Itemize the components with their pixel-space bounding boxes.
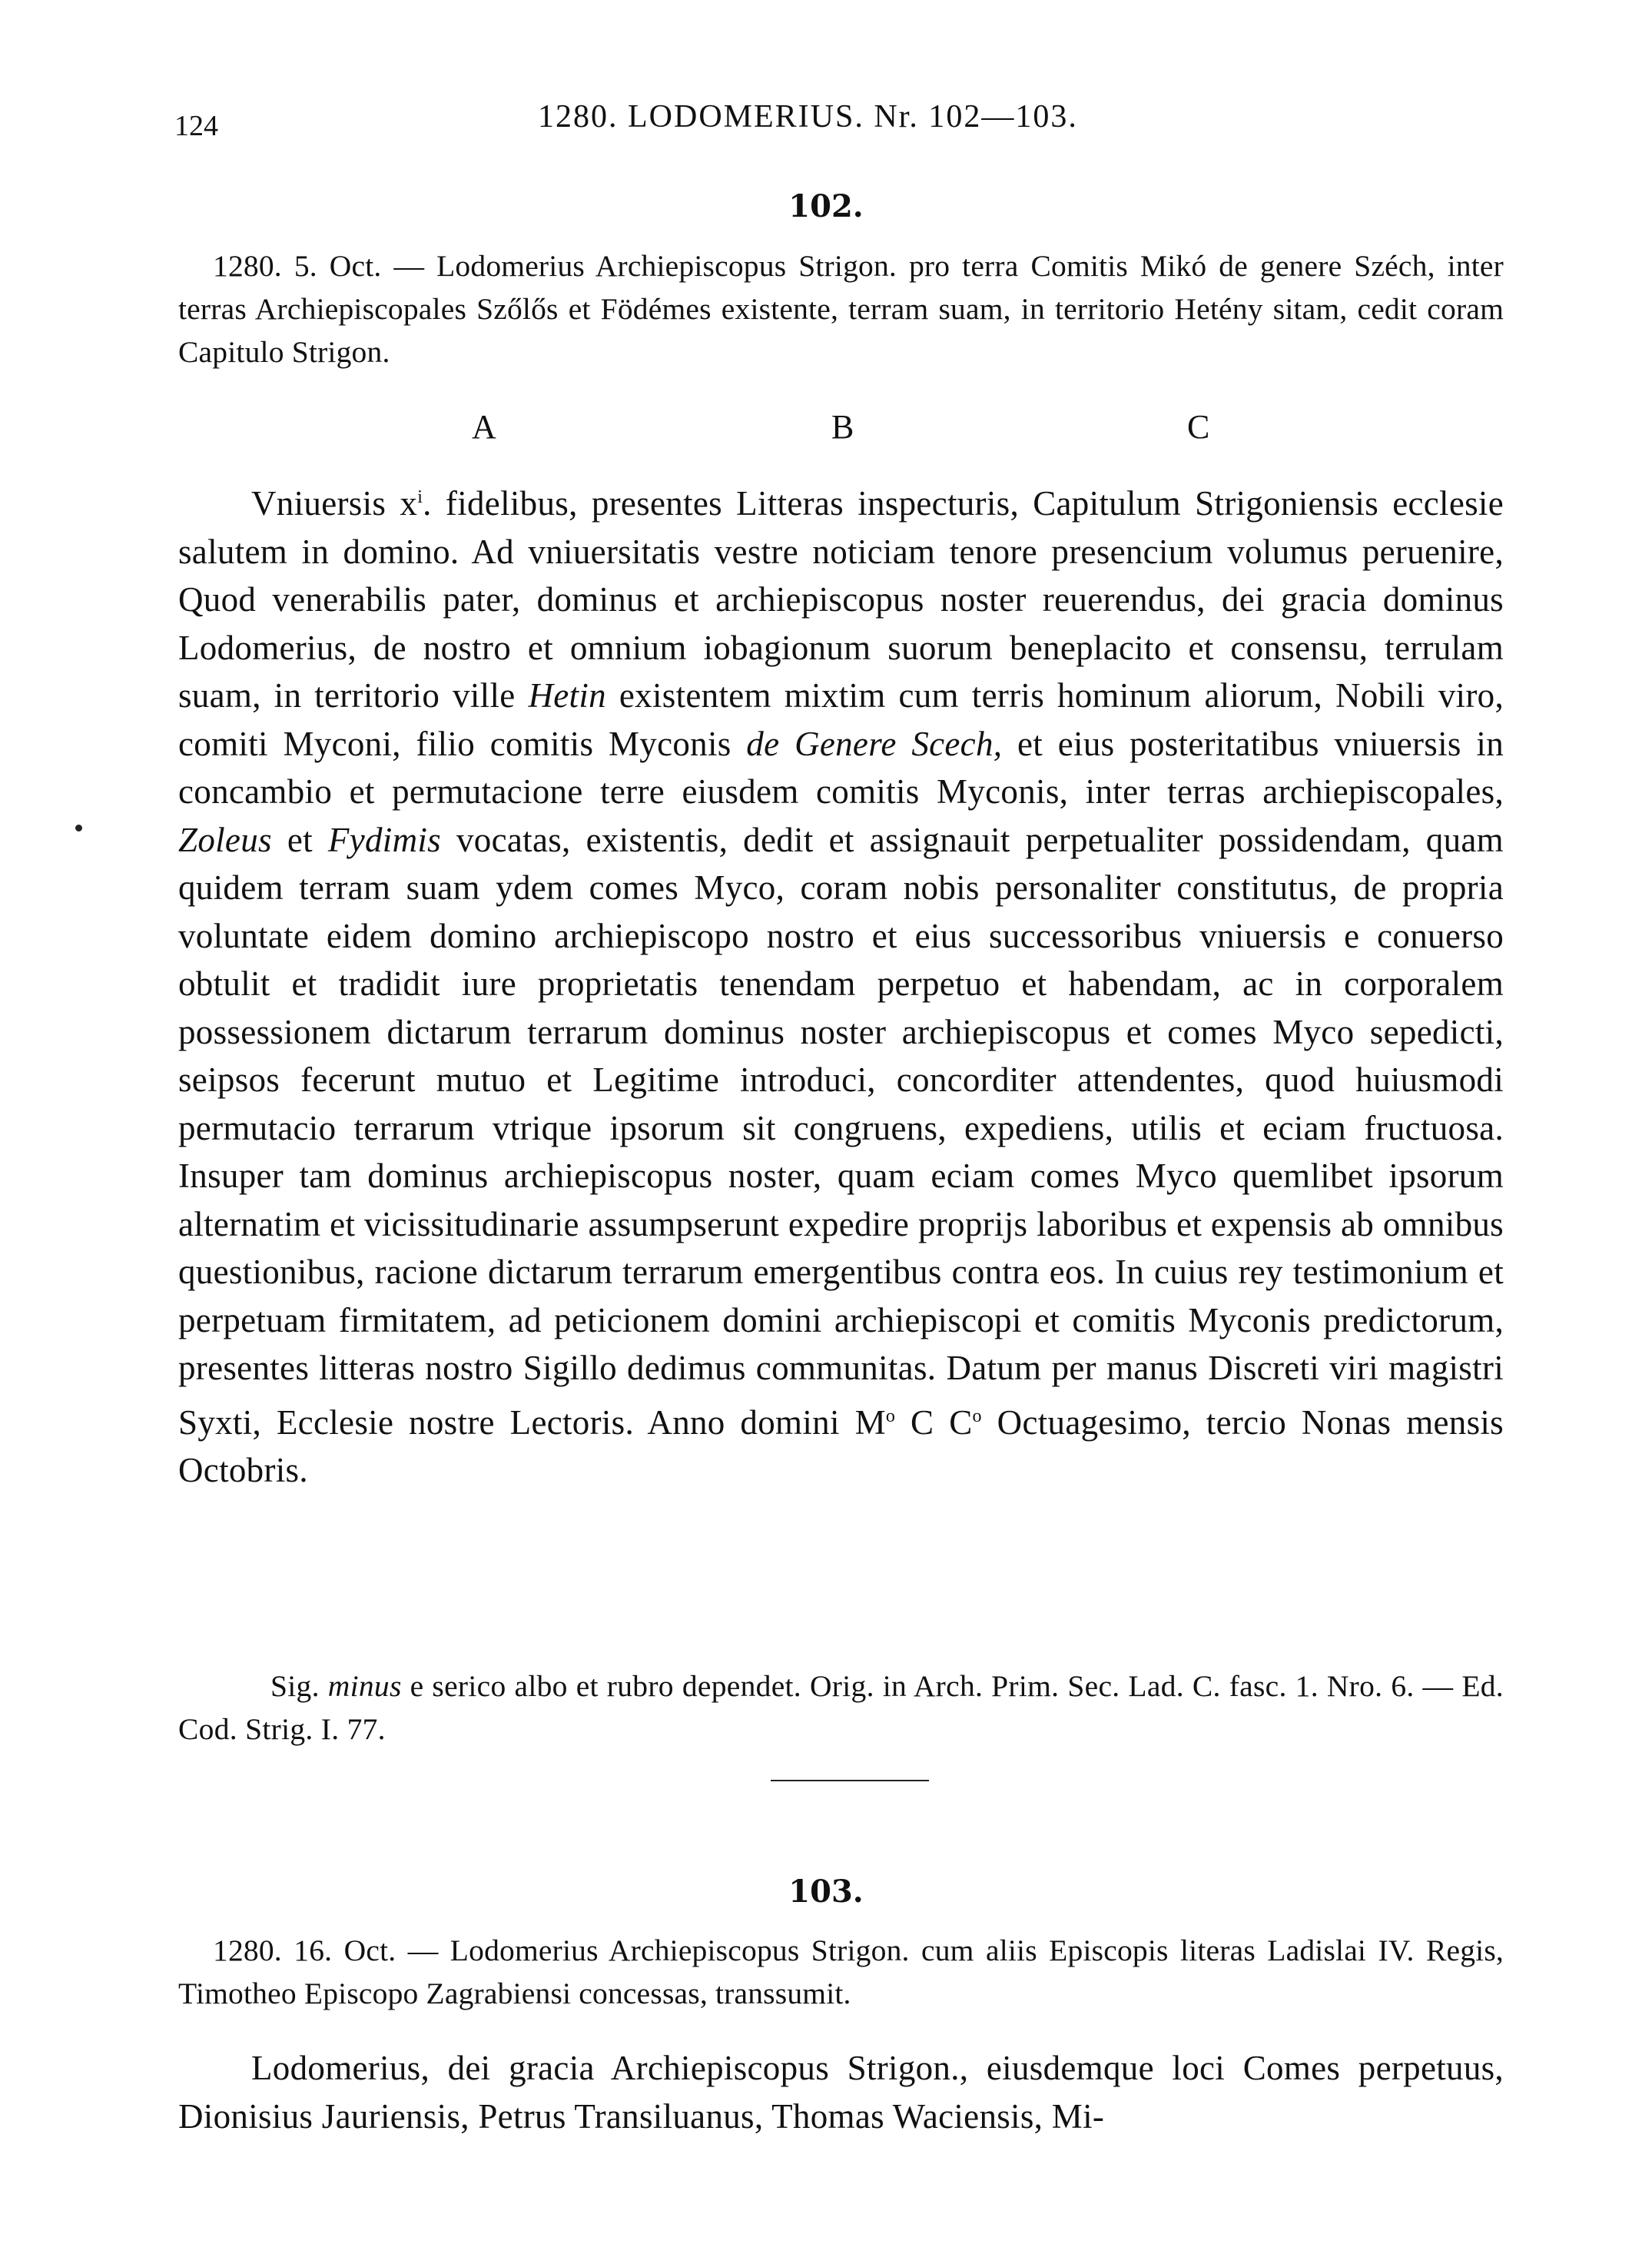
regest-103 bbox=[178, 1929, 1504, 2015]
charter-number-103: 103. bbox=[788, 1874, 864, 1910]
copy-a: A bbox=[472, 408, 496, 446]
charter-text-103-paragraph: Lodomerius, dei gracia Archiepiscopus Strigon., eiusdemque loci Comes perpetuus, Dionisius Jauriensis, Petrus Transiluanus, Thomas Waciensis, Mi- bbox=[178, 2049, 1504, 2136]
charter-text-102 bbox=[178, 473, 1504, 1495]
note-102-text bbox=[178, 1665, 1504, 1751]
text-segment: C C bbox=[895, 1402, 973, 1442]
regest-103-text: 1280. 16. Oct. — Lodomerius Archiepiscopus Strigon. cum aliis Episcopis literas Ladislai IV. Regis, Timotheo Episcopo Zagrabiensi concessas, transsumit. bbox=[178, 1933, 1504, 2010]
running-head: 1280. LODOMERIUS. Nr. 102—103. bbox=[538, 99, 1078, 134]
text-segment: existentem mixtim cum terris hominum aliorum, Nobili viro, comiti Myconi, filio comitis Myconis bbox=[178, 676, 1504, 763]
text-segment: . fidelibus, presentes Litteras inspecturis, Capitulum Strigoniensis ecclesie salutem in domino. Ad vniuersitatis vestre noticiam tenore presencium volumus peruenire, Quod venerabilis pater, dominus et archiepiscopus noster reuerendus, dei gracia dominus Lodomerius, de nostro et omnium iobagionum suorum beneplacito et consensu, terrulam suam, in territorio ville bbox=[178, 484, 1504, 715]
note-segment: Sig. bbox=[270, 1669, 328, 1703]
text-segment: et eius posteritatibus vniuersis in concambio et permutacione terre eiusdem comitis Myconis, inter terras archiepiscopales, bbox=[178, 724, 1504, 811]
note-102 bbox=[178, 1665, 1504, 1751]
place-name-hetin: Hetin bbox=[528, 676, 606, 715]
superscript: o bbox=[885, 1406, 896, 1426]
charter-text-102-paragraph bbox=[178, 473, 1504, 1495]
genus-name: de Genere Scech, bbox=[746, 724, 1003, 763]
regest-102-text: 1280. 5. Oct. — Lodomerius Archiepiscopus Strigon. pro terra Comitis Mikó de genere Széch, inter terras Archiepiscopales Szőlős et Födémes existente, terram suam, in territorio Hetény sitam, cedit coram Capitulo Strigon. bbox=[178, 249, 1504, 369]
separator-rule bbox=[771, 1780, 929, 1781]
copy-c: C bbox=[1187, 408, 1210, 446]
note-italic: minus bbox=[327, 1669, 402, 1703]
copy-b: B bbox=[831, 408, 854, 446]
margin-mark bbox=[75, 825, 82, 831]
text-segment: Octuagesimo, tercio Nonas mensis Octobris. bbox=[178, 1402, 1504, 1489]
note-segment: e serico albo et rubro dependet. Orig. in Arch. Prim. Sec. Lad. C. fasc. 1. Nro. 6. — Ed. Cod. Strig. I. 77. bbox=[178, 1669, 1504, 1746]
page-number: 124 bbox=[174, 110, 218, 142]
text-segment: Vniuersis x bbox=[251, 484, 418, 523]
superscript: o bbox=[972, 1406, 982, 1426]
charter-text-103 bbox=[178, 2044, 1504, 2140]
regest-102 bbox=[178, 244, 1504, 373]
place-name-fydimis: Fydimis bbox=[327, 820, 441, 859]
text-segment: et bbox=[271, 820, 328, 859]
superscript: i bbox=[417, 487, 423, 507]
charter-number-102: 102. bbox=[788, 188, 864, 224]
copies-row bbox=[0, 407, 1652, 453]
text-segment: vocatas, existentis, dedit et assignauit perpetualiter possidendam, quam quidem terram suam ydem comes Myco, coram nobis personaliter constitutus, de propria voluntate eidem domino archiepiscopo nostro et eius successoribus vniuersis e conuerso obtulit et tradidit iure proprietatis tenendam perpetuo et habendam, ac in corporalem possessionem dictarum terrarum dominus noster archiepiscopus et comes Myco sepedicti, seipsos fecerunt mutuo et Legitime introduci, concorditer attendentes, quod huiusmodi permutacio terrarum vtrique ipsorum sit congruens, expediens, utilis et eciam fructuosa. Insuper tam dominus archiepiscopus noster, quam eciam comes Myco quemlibet ipsorum alternatim et vicissitudinarie assumpserunt expedire proprijs laboribus et expensis ab omnibus questionibus, racione dictarum terrarum emergentibus contra eos. In cuius rey testimonium et perpetuam firmitatem, ad peticionem domini archiepiscopi et comitis Myconis predictorum, presentes litteras nostro Sigillo dedimus communitas. Datum per manus Discreti viri magistri Syxti, Ecclesie nostre Lectoris. Anno domini M bbox=[178, 820, 1504, 1442]
place-name-zoleus: Zoleus bbox=[178, 820, 272, 859]
